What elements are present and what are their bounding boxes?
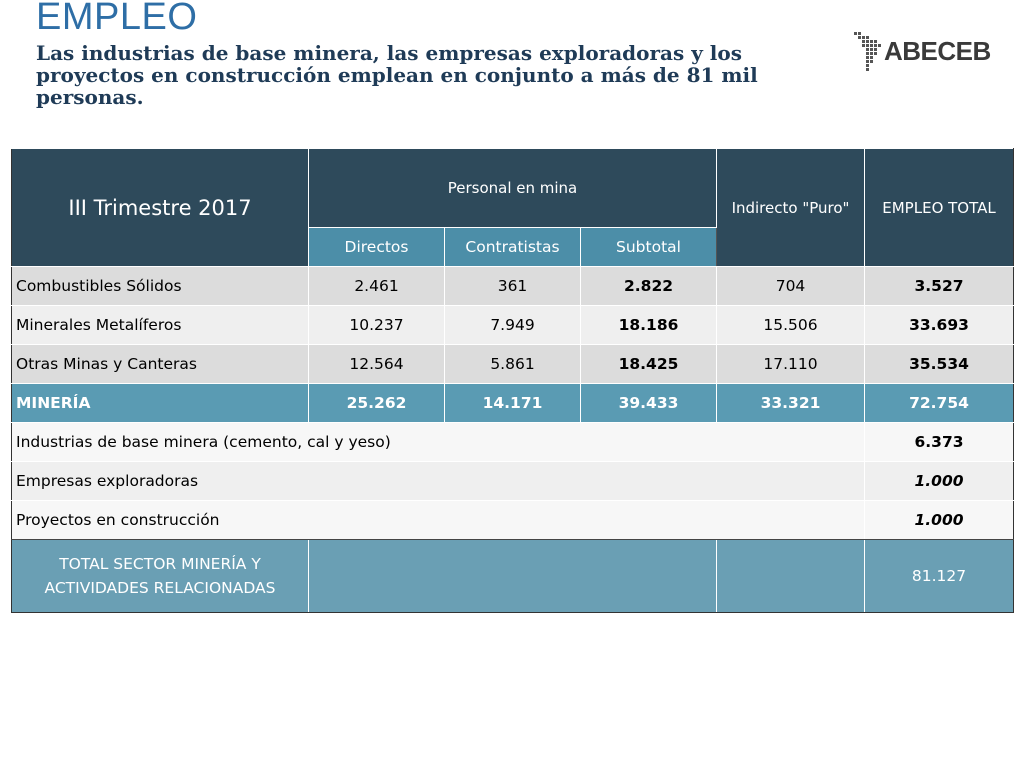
page-subtitle: Las industrias de base minera, las empresas exploradoras y los proyectos en construcción emplean en conjunto a más de 81 mil personas. [36, 41, 758, 109]
total-header: EMPLEO TOTAL [865, 149, 1014, 267]
table-header-row [12, 149, 1014, 228]
contratistas-header: Contratistas [445, 228, 581, 267]
cell-subtotal: 39.433 [581, 384, 717, 423]
cell-directos: 12.564 [309, 345, 445, 384]
cell-directos: 2.461 [309, 267, 445, 306]
cell-total: 1.000 [865, 501, 1014, 540]
logo-text: ABECEB [884, 35, 991, 66]
row-label: Combustibles Sólidos [12, 267, 309, 306]
row-label: Industrias de base minera (cemento, cal y yeso) [12, 423, 865, 462]
table-row [12, 345, 1014, 384]
row-label: TOTAL SECTOR MINERÍA Y ACTIVIDADES RELACIONADAS [12, 540, 309, 613]
empty-cell [309, 540, 717, 613]
subtotal-header: Subtotal [581, 228, 717, 267]
cell-total: 1.000 [865, 462, 1014, 501]
cell-directos: 10.237 [309, 306, 445, 345]
row-label: Empresas exploradoras [12, 462, 865, 501]
cell-indirecto: 15.506 [717, 306, 865, 345]
cell-contratistas: 14.171 [445, 384, 581, 423]
empty-cell [717, 540, 865, 613]
table-row [12, 501, 1014, 540]
cell-total: 72.754 [865, 384, 1014, 423]
abeceb-logo [852, 30, 992, 72]
row-label: Proyectos en construcción [12, 501, 865, 540]
cell-indirecto: 33.321 [717, 384, 865, 423]
cell-contratistas: 7.949 [445, 306, 581, 345]
table-row [12, 462, 1014, 501]
cell-contratistas: 5.861 [445, 345, 581, 384]
employment-table [11, 148, 1014, 613]
cell-total: 35.534 [865, 345, 1014, 384]
directos-header: Directos [309, 228, 445, 267]
cell-subtotal: 2.822 [581, 267, 717, 306]
table-row [12, 267, 1014, 306]
cell-total: 33.693 [865, 306, 1014, 345]
indirect-header: Indirecto "Puro" [717, 149, 865, 267]
cell-contratistas: 361 [445, 267, 581, 306]
period-header: III Trimestre 2017 [12, 149, 309, 267]
cell-indirecto: 17.110 [717, 345, 865, 384]
cell-total: 81.127 [865, 540, 1014, 613]
row-label: Otras Minas y Canteras [12, 345, 309, 384]
row-label: MINERÍA [12, 384, 309, 423]
cell-directos: 25.262 [309, 384, 445, 423]
table-row [12, 423, 1014, 462]
cell-subtotal: 18.425 [581, 345, 717, 384]
cell-total: 6.373 [865, 423, 1014, 462]
cell-subtotal: 18.186 [581, 306, 717, 345]
cell-total: 3.527 [865, 267, 1014, 306]
grand-total-row [12, 540, 1014, 613]
group-header: Personal en mina [309, 149, 717, 228]
table-row [12, 306, 1014, 345]
cell-indirecto: 704 [717, 267, 865, 306]
map-dots-icon [852, 31, 882, 71]
page-title: EMPLEO [36, 0, 198, 38]
row-label: Minerales Metalíferos [12, 306, 309, 345]
mineria-row [12, 384, 1014, 423]
